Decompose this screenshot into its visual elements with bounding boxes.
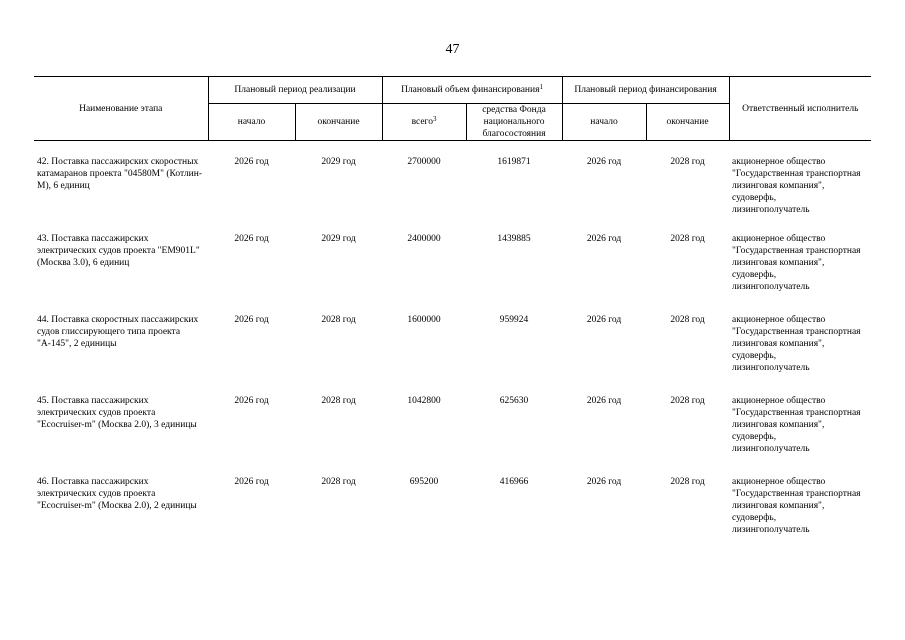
header-stage-name: Наименование этапа (79, 103, 163, 114)
table-row (34, 383, 871, 464)
period-end: 2029 год (321, 157, 356, 167)
responsible-org: акционерное общество "Государственная транспортная лизинговая компания", (732, 477, 861, 511)
header-fund: средства Фонда национального благосостояния (466, 104, 562, 141)
period-start: 2026 год (234, 315, 269, 325)
stage-name: 45. Поставка пассажирских электрических судов проекта "Ecocruiser-m" (Москва 2.0), 3 единицы (37, 396, 197, 430)
responsible-org: акционерное общество "Государственная транспортная лизинговая компания", (732, 315, 861, 349)
funding-total: 2700000 (407, 157, 441, 167)
responsible-shipyard: судоверфь, (732, 513, 777, 523)
responsible-cell (729, 221, 871, 302)
responsible-lessee: лизингополучатель (732, 205, 810, 215)
responsible-shipyard: судоверфь, (732, 351, 777, 361)
responsible-cell (729, 302, 871, 383)
responsible-org: акционерное общество "Государственная транспортная лизинговая компания", (732, 234, 861, 268)
funding-total: 1042800 (407, 396, 441, 406)
period-end: 2029 год (321, 234, 356, 244)
responsible-shipyard: судоверфь, (732, 432, 777, 442)
stage-name: 44. Поставка скоростных пассажирских судов глиссирующего типа проекта "А-145", 2 единицы (37, 315, 199, 349)
funding-table (34, 76, 871, 545)
header-planned-period: Плановый период реализации (208, 77, 382, 104)
table-row (34, 221, 871, 302)
period-start: 2026 год (234, 234, 269, 244)
funding-start: 2026 год (586, 157, 622, 167)
funding-total: 1600000 (407, 315, 441, 325)
stage-name: 43. Поставка пассажирских электрических судов проекта "ЕМ901L" (Москва 3.0), 6 единиц (37, 234, 200, 268)
funding-end: 2028 год (670, 477, 705, 487)
page-number: 47 (445, 42, 460, 57)
funding-start: 2026 год (586, 234, 622, 244)
header-start: начало (208, 104, 295, 141)
header-total-footnote: 3 (432, 115, 437, 123)
funding-total: 2400000 (407, 234, 441, 244)
header-planned-funding-footnote: 1 (539, 83, 543, 91)
header-total (382, 104, 466, 141)
header-funding-period: Плановый период финансирования (562, 77, 729, 104)
funding-fund: 625630 (499, 396, 529, 406)
header-funding-start: начало (562, 104, 646, 141)
period-start: 2026 год (234, 477, 269, 487)
responsible-lessee: лизингополучатель (732, 525, 810, 535)
funding-end: 2028 год (670, 234, 705, 244)
header-planned-funding-label: Плановый объем финансирования (401, 85, 540, 95)
header-planned-funding (382, 77, 562, 104)
responsible-org: акционерное общество "Государственная транспортная лизинговая компания", (732, 157, 861, 191)
responsible-cell (729, 141, 871, 222)
stage-name: 46. Поставка пассажирских электрических судов проекта "Ecocruiser-m" (Москва 2.0), 2 единицы (37, 477, 197, 511)
header-funding-end: окончание (646, 104, 729, 141)
funding-fund: 1439885 (497, 234, 531, 244)
responsible-lessee: лизингополучатель (732, 444, 810, 454)
funding-fund: 416966 (499, 477, 529, 487)
table-row (34, 464, 871, 545)
period-end: 2028 год (321, 315, 356, 325)
stage-name: 42. Поставка пассажирских скоростных катамаранов проекта "04580М" (Котлин-М), 6 единиц (37, 157, 202, 191)
responsible-lessee: лизингополучатель (732, 282, 810, 292)
header-end: окончание (295, 104, 382, 141)
funding-start: 2026 год (586, 477, 622, 487)
responsible-lessee: лизингополучатель (732, 363, 810, 373)
responsible-shipyard: судоверфь, (732, 270, 777, 280)
responsible-cell (729, 464, 871, 545)
funding-end: 2028 год (670, 157, 705, 167)
funding-start: 2026 год (586, 396, 622, 406)
header-responsible: Ответственный исполнитель (729, 77, 871, 141)
funding-fund: 959924 (499, 315, 529, 325)
period-end: 2028 год (321, 396, 356, 406)
responsible-org: акционерное общество "Государственная транспортная лизинговая компания", (732, 396, 861, 430)
funding-end: 2028 год (670, 315, 705, 325)
responsible-shipyard: судоверфь, (732, 193, 777, 203)
header-total-label: всего (411, 117, 433, 127)
table-row (34, 141, 871, 222)
funding-fund: 1619871 (497, 157, 531, 167)
table-row (34, 302, 871, 383)
funding-start: 2026 год (586, 315, 622, 325)
responsible-cell (729, 383, 871, 464)
period-end: 2028 год (321, 477, 356, 487)
funding-total: 695200 (409, 477, 439, 487)
period-start: 2026 год (234, 396, 269, 406)
funding-end: 2028 год (670, 396, 705, 406)
period-start: 2026 год (234, 157, 269, 167)
